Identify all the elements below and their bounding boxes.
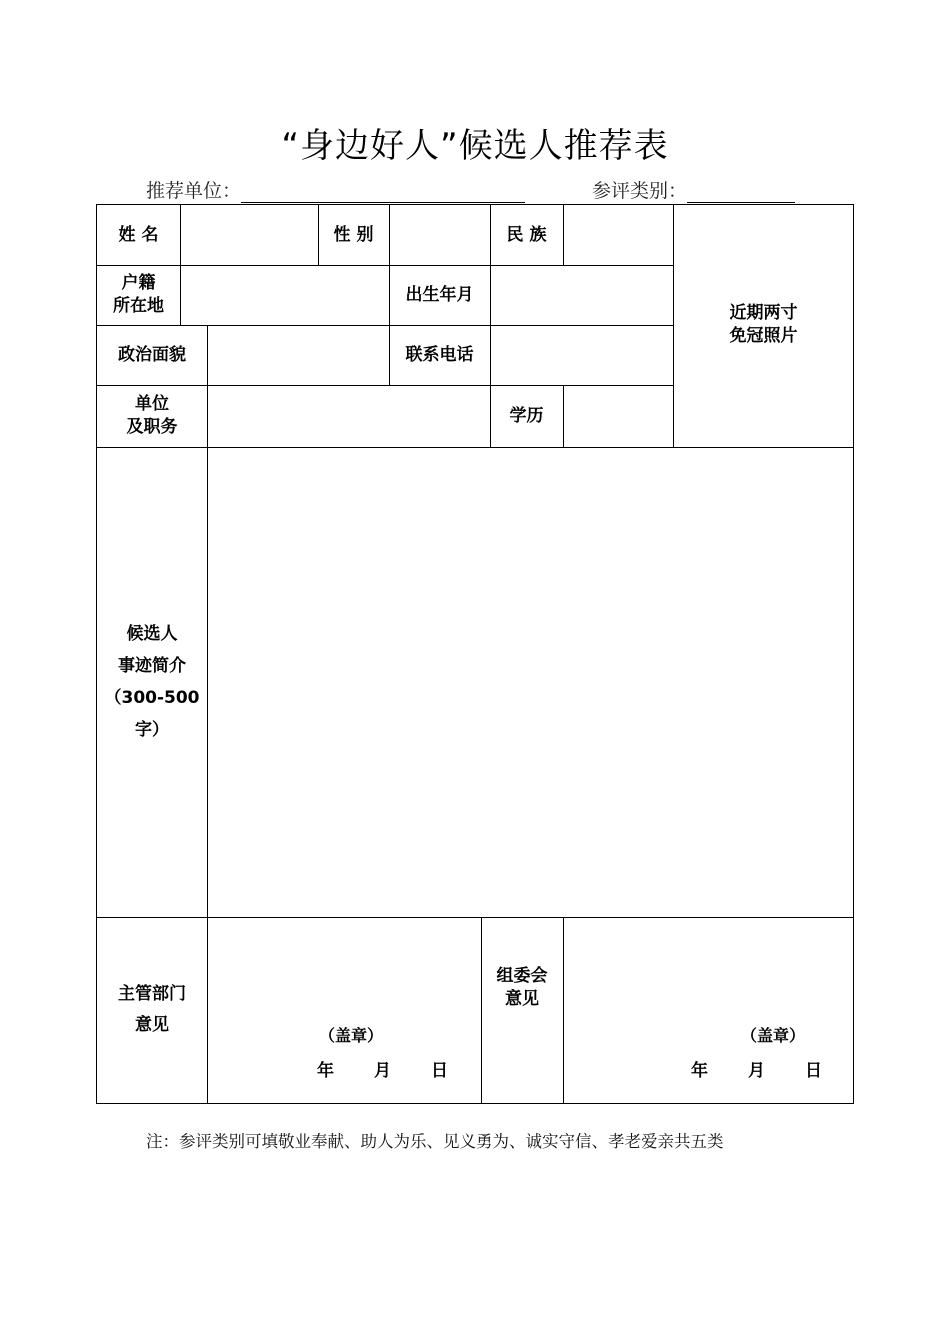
recommending-unit-row bbox=[146, 176, 525, 203]
committee-date-day: 日 bbox=[805, 1061, 822, 1081]
phone-field[interactable] bbox=[491, 326, 672, 384]
dept-seal-label: （盖章） bbox=[319, 1026, 384, 1045]
committee-seal-label: （盖章） bbox=[741, 1026, 806, 1045]
birth-field[interactable] bbox=[491, 266, 672, 324]
work-label: 单位 及职务 bbox=[126, 394, 178, 437]
dept-opinion-label: 主管部门 意见 bbox=[118, 984, 186, 1035]
ethnicity-label: 民 族 bbox=[506, 224, 547, 245]
name-field[interactable] bbox=[181, 206, 317, 264]
page-title: “身边好人”候选人推荐表 bbox=[281, 126, 669, 166]
deeds-field[interactable] bbox=[208, 448, 853, 916]
committee-date bbox=[691, 1056, 822, 1081]
recommendation-form bbox=[96, 204, 854, 1104]
category-label: 参评类别： bbox=[592, 180, 688, 202]
education-label: 学历 bbox=[509, 405, 544, 426]
recommending-unit-field[interactable] bbox=[241, 184, 525, 203]
photo-placeholder[interactable]: 近期两寸 免冠照片 bbox=[729, 303, 798, 346]
gender-field[interactable] bbox=[390, 206, 489, 264]
dept-date-year: 年 bbox=[317, 1061, 334, 1081]
dept-date bbox=[317, 1056, 448, 1081]
dept-date-day: 日 bbox=[431, 1061, 448, 1081]
ethnicity-field[interactable] bbox=[564, 206, 672, 264]
footnote: 注：参评类别可填敬业奉献、助人为乐、见义勇为、诚实守信、孝老爱亲共五类 bbox=[146, 1132, 724, 1151]
household-label: 户籍 所在地 bbox=[113, 273, 164, 316]
phone-label: 联系电话 bbox=[405, 344, 474, 365]
deeds-label: 候选人 事迹简介 （300-500 字） bbox=[104, 624, 200, 740]
name-label: 姓 名 bbox=[118, 224, 159, 245]
committee-date-year: 年 bbox=[691, 1061, 708, 1081]
committee-opinion-label: 组委会 意见 bbox=[496, 966, 548, 1009]
political-label: 政治面貌 bbox=[118, 344, 186, 365]
category-row bbox=[592, 176, 795, 203]
work-field[interactable] bbox=[208, 386, 489, 446]
recommending-unit-label: 推荐单位： bbox=[146, 180, 242, 202]
category-field[interactable] bbox=[687, 184, 795, 203]
birth-label: 出生年月 bbox=[405, 284, 474, 305]
political-field[interactable] bbox=[208, 326, 388, 384]
education-field[interactable] bbox=[564, 386, 672, 446]
dept-date-month: 月 bbox=[374, 1061, 391, 1081]
household-field[interactable] bbox=[181, 266, 388, 324]
gender-label: 性 别 bbox=[333, 224, 374, 245]
committee-date-month: 月 bbox=[748, 1061, 765, 1081]
